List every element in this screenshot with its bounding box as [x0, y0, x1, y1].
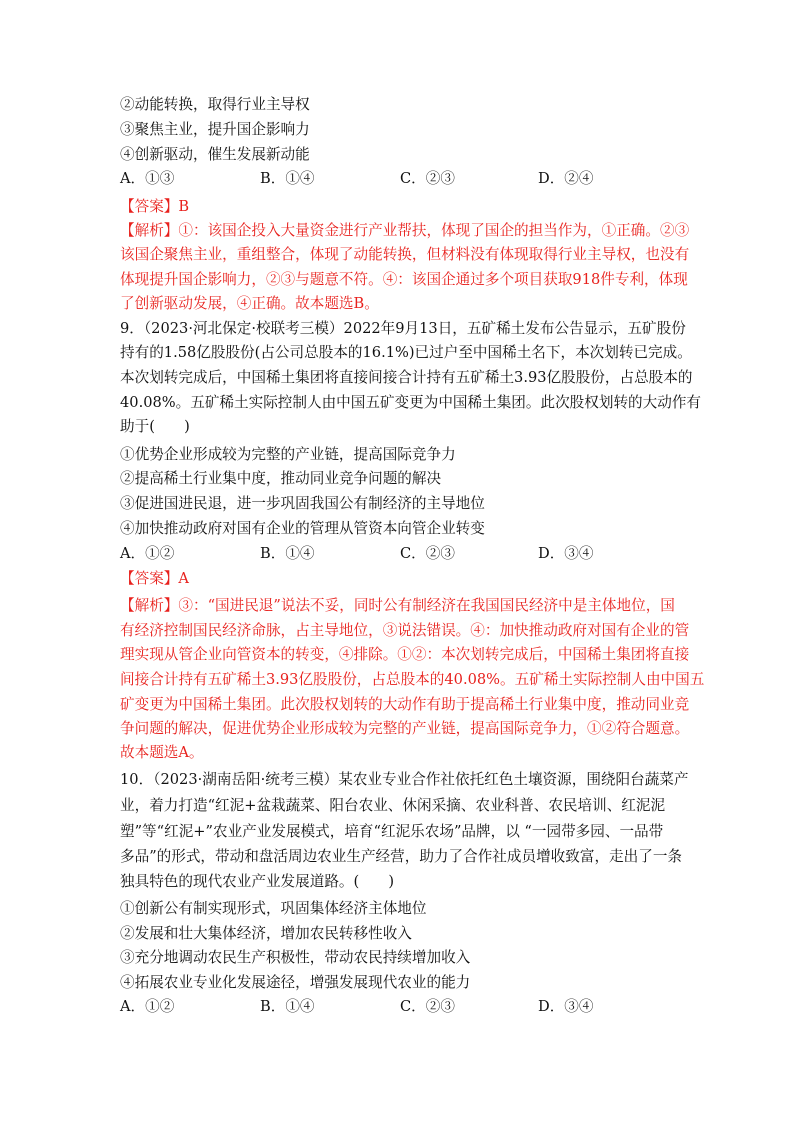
q9-item-3: ③促进国进民退，进一步巩固我国公有制经济的主导地位	[120, 495, 485, 512]
q9-stem-line-1: 9．（2023·河北保定·校联考三模）2022年9月13日，五矿稀土发布公告显示，五矿股份	[120, 320, 686, 337]
q10-item-3: ③充分地调动农民生产积极性，带动农民持续增加收入	[120, 949, 471, 966]
q9-analysis-line-2: 有经济控制国民经济命脉，占主导地位，③说法错误。④：加快推动政府对国有企业的管	[120, 622, 690, 639]
q9-analysis-line-5: 矿变更为中国稀土集团。此次股权划转的大动作有助于提高稀土行业集中度，推动同业竞	[120, 696, 690, 713]
q8-option-d: D．②④	[538, 170, 594, 187]
q10-stem-line-4: 多品”的形式，带动和盘活周边农业生产经营，助力了合作社成员增收致富，走出了一条	[120, 848, 683, 865]
q10-item-2: ②发展和壮大集体经济，增加农民转移性收入	[120, 925, 412, 942]
q9-stem-line-5: 助于( )	[120, 418, 190, 435]
q10-option-b: B．①④	[260, 998, 315, 1015]
q8-analysis-line-3: 体现提升国企影响力，②③与题意不符。④：该国企通过多个项目获取918件专利，体现	[120, 271, 688, 288]
q10-option-a: A．①②	[120, 998, 175, 1015]
q9-analysis-line-1: 【解析】③：“国进民退”说法不妥，同时公有制经济在我国国民经济中是主体地位，国	[120, 597, 675, 614]
q8-analysis-line-2: 该国企聚焦主业，重组整合，体现了动能转换，但材料没有体现取得行业主导权，也没有	[120, 246, 690, 263]
q8-answer: 【答案】B	[120, 198, 190, 215]
q9-stem-line-3: 本次划转完成后，中国稀土集团将直接间接合计持有五矿稀土3.93亿股股份，占总股本的	[120, 369, 693, 386]
q10-stem-line-2: 业，着力打造“红泥+盆栽蔬菜、阳台农业、休闲采摘、农业科普、农民培训、红泥泥	[120, 797, 666, 814]
q8-analysis-line-1: 【解析】①：该国企投入大量资金进行产业帮扶，体现了国企的担当作为，①正确。②③	[120, 222, 690, 239]
q9-stem-line-4: 40.08%。五矿稀土实际控制人由中国五矿变更为中国稀土集团。此次股权划转的大动作有	[120, 394, 702, 411]
q8-option-b: B．①④	[260, 170, 315, 187]
q9-analysis-line-6: 争问题的解决，促进优势企业形成较为完整的产业链，提高国际竞争力，①②符合题意。	[120, 720, 690, 737]
q9-item-2: ②提高稀土行业集中度，推动同业竞争问题的解决	[120, 470, 442, 487]
q10-stem-line-3: 塑”等“红泥+”农业产业发展模式，培育“红泥乐农场”品牌，以 “一园带多园、一品带	[120, 823, 664, 840]
q8-item-4: ④创新驱动，催生发展新动能	[120, 146, 310, 163]
q9-analysis-line-7: 故本题选A。	[120, 744, 204, 761]
q10-item-4: ④拓展农业专业化发展途径，增强发展现代农业的能力	[120, 974, 471, 991]
q8-analysis-line-4: 了创新驱动发展，④正确。故本题选B。	[120, 295, 379, 312]
q10-option-d: D．③④	[538, 998, 594, 1015]
q8-item-3: ③聚焦主业，提升国企影响力	[120, 121, 310, 138]
q8-option-c: C．②③	[400, 170, 455, 187]
q9-analysis-line-4: 间接合计持有五矿稀土3.93亿股股份，占总股本的40.08%。五矿稀土实际控制人由中国五	[120, 671, 705, 688]
q8-item-2: ②动能转换，取得行业主导权	[120, 96, 310, 113]
q10-item-1: ①创新公有制实现形式，巩固集体经济主体地位	[120, 900, 427, 917]
q10-stem-line-1: 10．（2023·湖南岳阳·统考三模）某农业专业合作社依托红色土壤资源，围绕阳台蔬菜产	[120, 771, 689, 788]
q9-option-b: B．①④	[260, 545, 315, 562]
q9-option-c: C．②③	[400, 545, 455, 562]
q9-answer: 【答案】A	[120, 570, 189, 587]
q9-option-a: A．①②	[120, 545, 175, 562]
q9-analysis-line-3: 理实现从管企业向管资本的转变，④排除。①②：本次划转完成后，中国稀土集团将直接	[120, 646, 690, 663]
q10-option-c: C．②③	[400, 998, 455, 1015]
q9-item-1: ①优势企业形成较为完整的产业链，提高国际竞争力	[120, 446, 456, 463]
q10-stem-line-5: 独具特色的现代农业产业发展道路。( )	[120, 873, 395, 890]
q9-item-4: ④加快推动政府对国有企业的管理从管资本向管企业转变	[120, 520, 485, 537]
q9-stem-line-2: 持有的1.58亿股股份(占公司总股本的16.1%)已过户至中国稀土名下，本次划转已完成。	[120, 344, 692, 361]
q9-option-d: D．③④	[538, 545, 594, 562]
q8-option-a: A．①③	[120, 170, 175, 187]
